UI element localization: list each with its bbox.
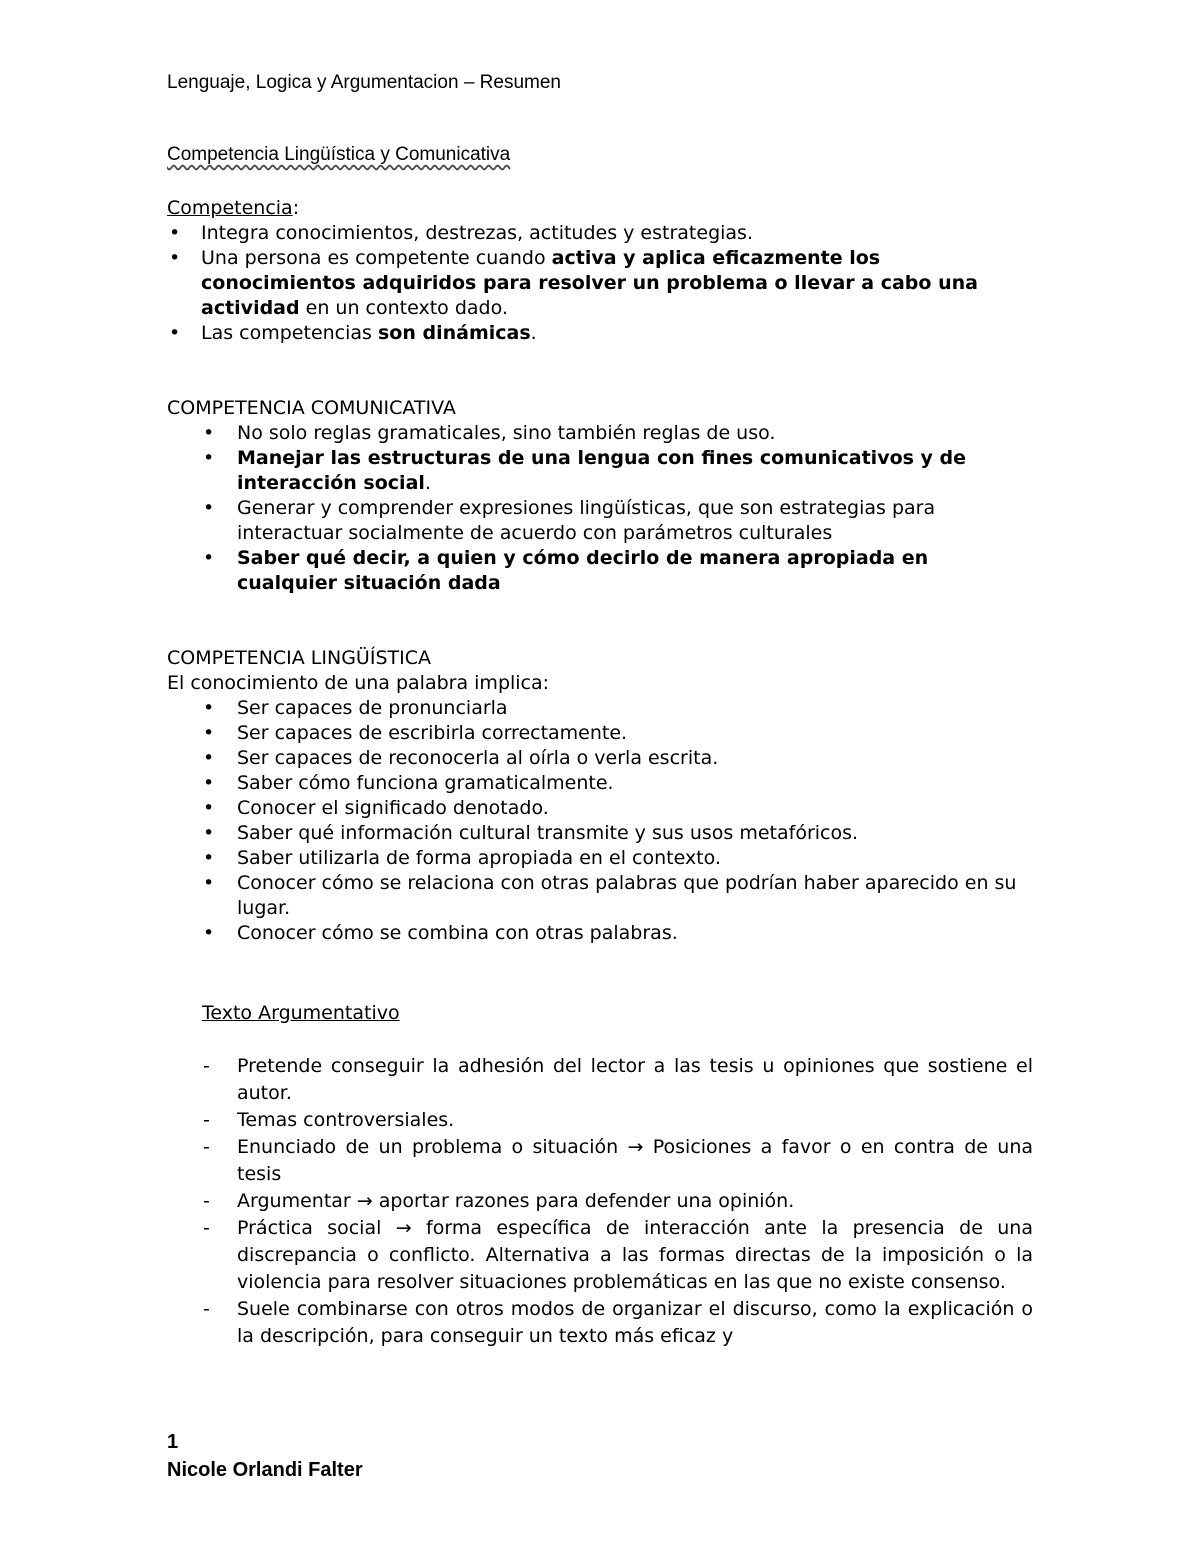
list-item: • Saber qué información cultural transmite y sus usos metafóricos. [167,821,1033,846]
comunicativa-list [167,421,1033,596]
document-footer [167,1428,363,1484]
list-item: • Saber cómo funciona gramaticalmente. [167,771,1033,796]
list-item: • Generar y comprender expresiones lingüísticas, que son estrategias para interactuar socialmente de acuerdo con parámetros culturales [167,496,1033,546]
list-item: • Conocer cómo se relaciona con otras palabras que podrían haber aparecido en su lugar. [167,871,1033,921]
list-item: - Argumentar → aportar razones para defender una opinión. [167,1188,1033,1215]
list-item: - Temas controversiales. [167,1107,1033,1134]
list-item: • No solo reglas gramaticales, sino también reglas de uso. [167,421,1033,446]
list-item: • Conocer el significado denotado. [167,796,1033,821]
list-item: • Saber utilizarla de forma apropiada en el contexto. [167,846,1033,871]
list-item: • Ser capaces de escribirla correctamente. [167,721,1033,746]
comunicativa-heading: COMPETENCIA COMUNICATIVA [167,397,456,419]
page-number: 1 [167,1431,179,1453]
list-item: - Pretende conseguir la adhesión del lector a las tesis u opiniones que sostiene el autor. [167,1053,1033,1107]
arrow-right-icon: → [627,1136,644,1158]
list-item: • Ser capaces de pronunciarla [167,696,1033,721]
arrow-right-icon: → [395,1217,412,1239]
document-body [167,196,1033,946]
list-item: - Enunciado de un problema o situación → Posiciones a favor o en contra de una tesis [167,1134,1033,1188]
texto-argumentativo-section [167,1000,1033,1350]
list-item: • Conocer cómo se combina con otras palabras. [167,921,1033,946]
list-item: • Ser capaces de reconocerla al oírla o verla escrita. [167,746,1033,771]
texto-argumentativo-title: Texto Argumentativo [202,1002,400,1024]
list-item: • Integra conocimientos, destrezas, actitudes y estrategias. [167,221,1033,246]
linguistica-list [167,696,1033,946]
list-item: • Manejar las estructuras de una lengua con fines comunicativos y de interacción social. [167,446,1033,496]
competencia-colon: : [292,197,300,219]
arrow-right-icon: → [356,1190,373,1212]
list-item: - Práctica social → forma específica de interacción ante la presencia de una discrepancia o conflicto. Alternativa a las formas directas de la imposición o la violencia para resolver situaciones problemáticas en las que no existe consenso. [167,1215,1033,1296]
document-header-title: Lenguaje, Logica y Argumentacion – Resumen [167,72,561,93]
document-subheader: Competencia Lingüística y Comunicativa [167,144,511,165]
competencia-label: Competencia [167,197,293,219]
competencia-list [167,221,1033,346]
linguistica-intro: El conocimiento de una palabra implica: [167,672,550,694]
list-item: - Suele combinarse con otros modos de organizar el discurso, como la explicación o la descripción, para conseguir un texto más eficaz y [167,1296,1033,1350]
competencia-label-line [167,196,1033,221]
list-item: • Una persona es competente cuando activa y aplica eficazmente los conocimientos adquiridos para resolver un problema o llevar a cabo una actividad en un contexto dado. [167,246,1033,321]
list-item: • Saber qué decir, a quien y cómo decirlo de manera apropiada en cualquier situación dada [167,546,1033,596]
linguistica-heading: COMPETENCIA LINGÜÍSTICA [167,647,431,669]
list-item: • Las competencias son dinámicas. [167,321,1033,346]
texto-list [167,1053,1033,1350]
footer-author: Nicole Orlandi Falter [167,1459,363,1481]
